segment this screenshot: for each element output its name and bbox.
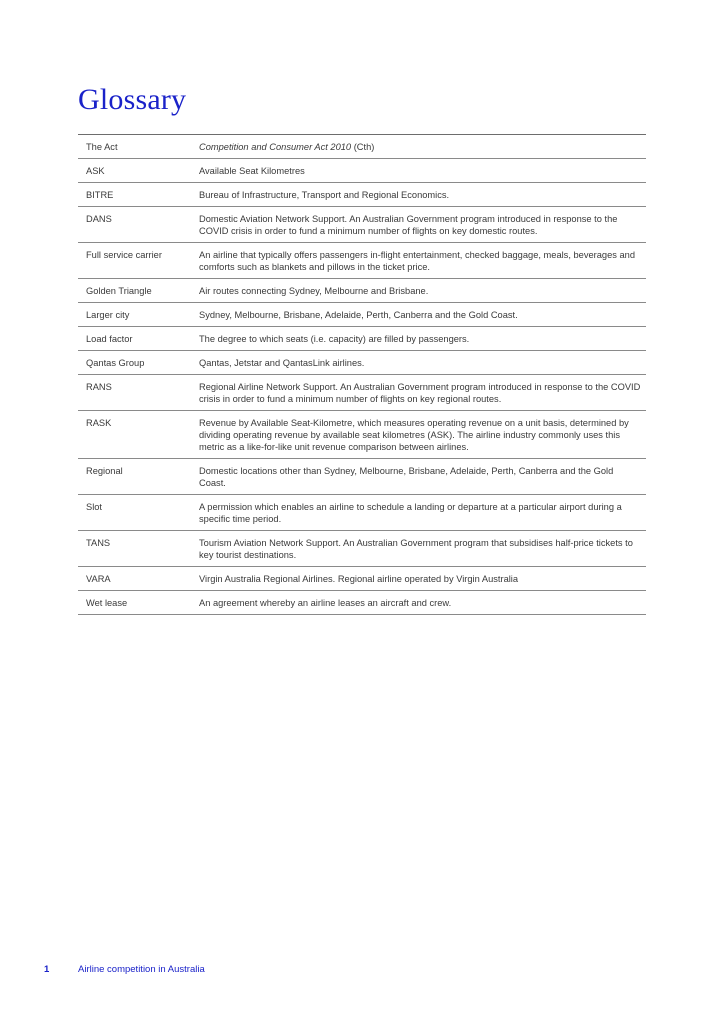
glossary-row xyxy=(78,459,646,495)
glossary-definition: Revenue by Available Seat-Kilometre, which measures operating revenue on a unit basis, determined by dividing operating revenue by available seat kilometres (ASK). The airline industry commonly uses this metric as a like-for-like unit revenue comparison between airlines. xyxy=(199,418,629,452)
glossary-term: Load factor xyxy=(86,334,133,344)
glossary-row xyxy=(78,279,646,303)
act-jurisdiction: (Cth) xyxy=(351,142,375,152)
act-title: Competition and Consumer Act 2010 xyxy=(199,142,352,152)
glossary-term: BITRE xyxy=(86,190,114,200)
glossary-term: The Act xyxy=(86,142,118,152)
glossary-term: DANS xyxy=(86,214,112,224)
glossary-row xyxy=(78,207,646,243)
glossary-term: Larger city xyxy=(86,310,130,320)
glossary-row xyxy=(78,411,646,459)
glossary-term: RANS xyxy=(86,382,112,392)
glossary-row xyxy=(78,135,646,159)
glossary-definition: Virgin Australia Regional Airlines. Regional airline operated by Virgin Australia xyxy=(199,574,519,584)
glossary-definition: Tourism Aviation Network Support. An Australian Government program that subsidises half-price tickets to key tourist destinations. xyxy=(199,538,633,560)
glossary-definition: Regional Airline Network Support. An Australian Government program introduced in response to the COVID crisis in order to fund a minimum number of flights on key regional routes. xyxy=(199,382,641,404)
glossary-definition: Domestic Aviation Network Support. An Australian Government program introduced in response to the COVID crisis in order to fund a minimum number of flights on key domestic routes. xyxy=(199,214,618,236)
glossary-term: Full service carrier xyxy=(86,250,162,260)
glossary-definition: An agreement whereby an airline leases an aircraft and crew. xyxy=(199,598,452,608)
page-title: Glossary xyxy=(78,83,187,116)
glossary-row xyxy=(78,351,646,375)
glossary-definition: Bureau of Infrastructure, Transport and Regional Economics. xyxy=(199,190,450,200)
glossary-table xyxy=(78,134,646,615)
glossary-term: Regional xyxy=(86,466,123,476)
glossary-definition: Available Seat Kilometres xyxy=(199,166,305,176)
page-footer xyxy=(44,963,205,977)
glossary-definition: An airline that typically offers passengers in-flight entertainment, checked baggage, meals, beverages and comforts such as blankets and pillows in the ticket price. xyxy=(199,250,636,272)
glossary-row xyxy=(78,243,646,279)
glossary-definition: Domestic locations other than Sydney, Melbourne, Brisbane, Adelaide, Perth, Canberra and the Gold Coast. xyxy=(199,466,614,488)
glossary-row xyxy=(78,567,646,591)
glossary-term: Golden Triangle xyxy=(86,286,152,296)
glossary-row xyxy=(78,303,646,327)
glossary-definition: Sydney, Melbourne, Brisbane, Adelaide, Perth, Canberra and the Gold Coast. xyxy=(199,310,518,320)
glossary-definition: The degree to which seats (i.e. capacity) are filled by passengers. xyxy=(199,334,470,344)
glossary-row xyxy=(78,327,646,351)
document-title: Airline competition in Australia xyxy=(78,964,205,975)
glossary-term: TANS xyxy=(86,538,111,548)
glossary-definition: Qantas, Jetstar and QantasLink airlines. xyxy=(199,358,365,368)
glossary-row xyxy=(78,375,646,411)
glossary-definition: A permission which enables an airline to schedule a landing or departure at a particular airport during a specific time period. xyxy=(199,502,622,524)
glossary-term: VARA xyxy=(86,574,111,584)
glossary-term: Slot xyxy=(86,502,103,512)
glossary-term: RASK xyxy=(86,418,112,428)
glossary-term: Wet lease xyxy=(86,598,128,608)
glossary-definition: Air routes connecting Sydney, Melbourne and Brisbane. xyxy=(199,286,429,296)
glossary-row xyxy=(78,495,646,531)
glossary-row xyxy=(78,531,646,567)
glossary-term: ASK xyxy=(86,166,105,176)
glossary-row xyxy=(78,159,646,183)
glossary-row xyxy=(78,183,646,207)
glossary-definition xyxy=(199,141,646,153)
page-number: 1 xyxy=(44,964,50,975)
glossary-row xyxy=(78,591,646,615)
glossary-term: Qantas Group xyxy=(86,358,145,368)
